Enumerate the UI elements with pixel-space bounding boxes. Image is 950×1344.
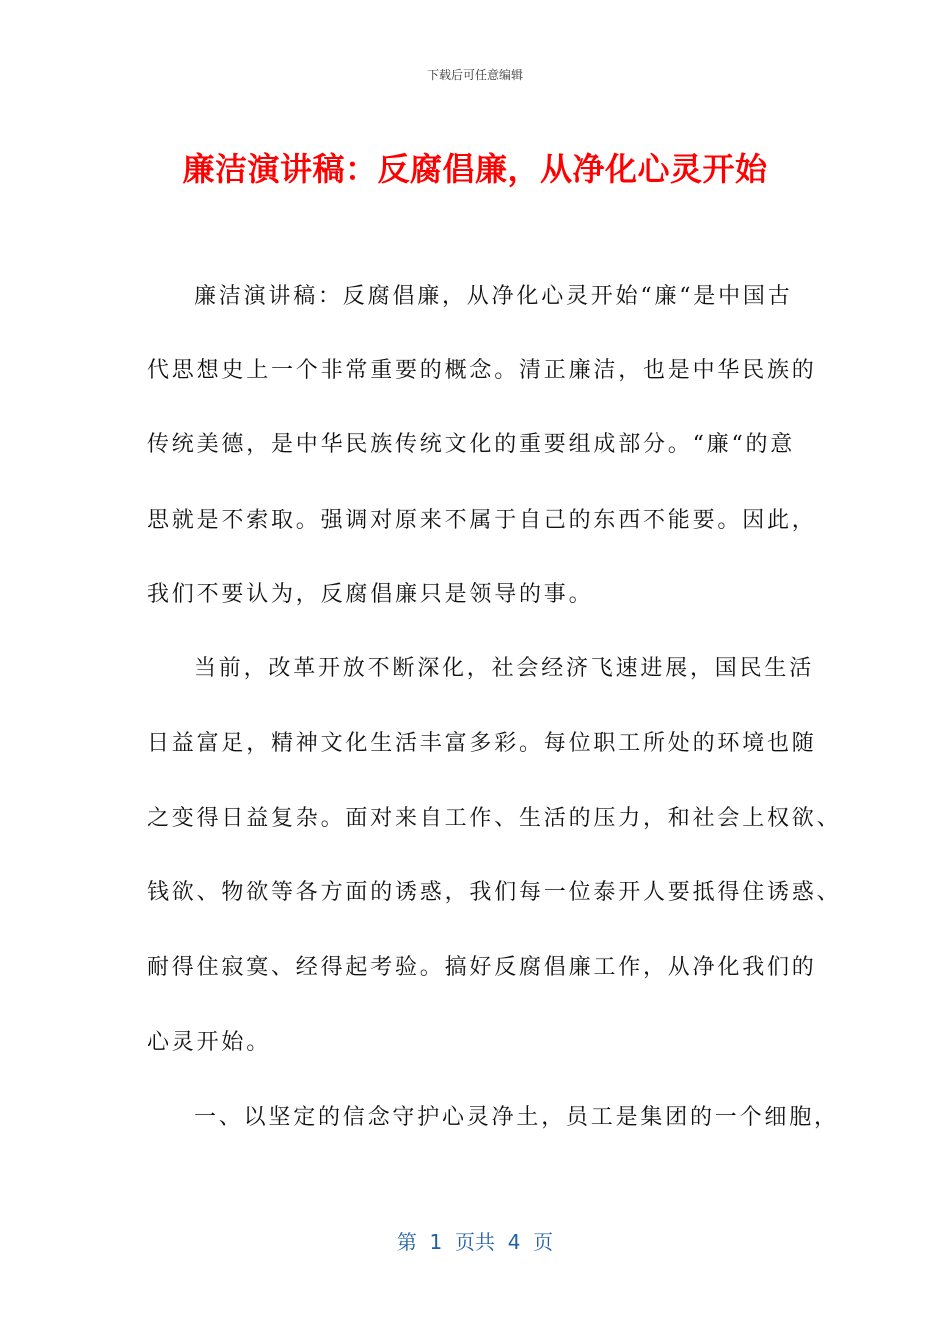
body-line: 当前，改革开放不断深化，社会经济飞速进展，国民生活 [194,656,815,681]
body-line: 代思想史上一个非常重要的概念。清正廉洁，也是中华民族的 [147,358,817,383]
document-title: 廉洁演讲稿：反腐倡廉，从净化心灵开始 [182,150,768,188]
body-line: 日益富足，精神文化生活丰富多彩。每位职工所处的环境也随 [147,731,817,756]
header-note: 下载后可任意编辑 [426,68,523,82]
body-line: 一、以坚定的信念守护心灵净土，员工是集团的一个细胞， [194,1105,839,1130]
body-line: 耐得住寂寞、经得起考验。搞好反腐倡廉工作，从净化我们的 [147,955,817,980]
body-line: 心灵开始。 [147,1030,272,1055]
body-line: 廉洁演讲稿：反腐倡廉，从净化心灵开始“廉“是中国古 [194,284,793,309]
body-line: 我们不要认为，反腐倡廉只是领导的事。 [147,582,594,607]
page-number-footer: 第 1 页共 4 页 [396,1230,554,1254]
body-line: 之变得日益复杂。面对来自工作、生活的压力，和社会上权欲、 [147,806,842,831]
body-line: 传统美德，是中华民族传统文化的重要组成部分。“廉“的意 [147,432,796,457]
body-line: 思就是不索取。强调对原来不属于自己的东西不能要。因此， [147,508,817,533]
body-line: 钱欲、物欲等各方面的诱惑，我们每一位泰开人要抵得住诱惑、 [147,880,842,905]
